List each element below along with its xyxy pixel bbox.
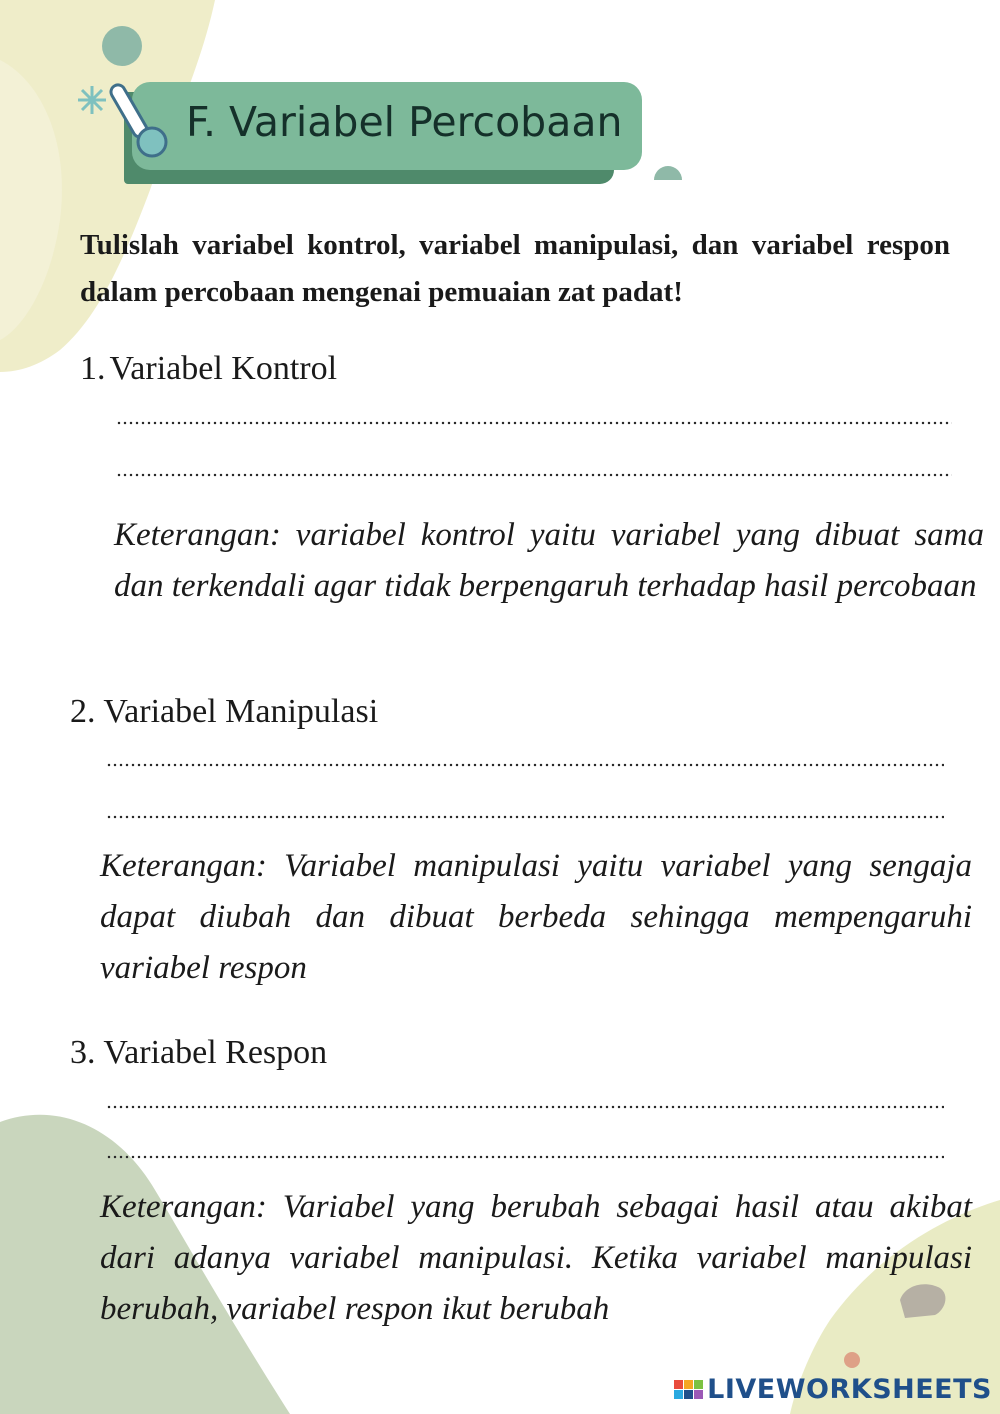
- item-3-heading: [70, 1034, 327, 1072]
- answer-line-1b[interactable]: [116, 472, 952, 484]
- answer-line-2b[interactable]: [106, 814, 944, 826]
- item-1-note: Keterangan: variabel kontrol yaitu variabel yang dibuat sama dan terkendali agar tidak berpengaruh terhadap hasil percobaan: [114, 517, 984, 604]
- answer-line-1a[interactable]: [116, 420, 952, 432]
- item-2-heading: [70, 693, 378, 731]
- item-3-label: Variabel Respon: [103, 1034, 328, 1071]
- item-2-note: Keterangan: Variabel manipulasi yaitu variabel yang sengaja dapat diubah dan dibuat berbeda sehingga mempengaruhi variabel respon: [100, 848, 972, 986]
- teal-dot-top: [102, 26, 142, 66]
- answer-line-2a[interactable]: [106, 762, 944, 774]
- page-title: F. Variabel Percobaan: [186, 98, 623, 146]
- brand-name: LIVEWORKSHEETS: [707, 1374, 992, 1405]
- item-2-label: Variabel Manipulasi: [103, 693, 379, 730]
- item-2-number: 2.: [70, 693, 96, 730]
- item-1-label: Variabel Kontrol: [109, 350, 338, 387]
- item-3-number: 3.: [70, 1034, 96, 1071]
- item-1-number: 1.: [80, 350, 106, 387]
- snowflake-icon: [78, 86, 106, 114]
- item-1-heading: [80, 350, 337, 388]
- instruction-text: Tulislah variabel kontrol, variabel manipulasi, dan variabel respon dalam percobaan mengenai pemuaian zat padat!: [80, 229, 950, 308]
- red-dot: [844, 1352, 860, 1368]
- liveworksheets-logo[interactable]: [674, 1374, 992, 1405]
- liveworksheets-logo-icon: [674, 1380, 703, 1399]
- answer-line-3b[interactable]: [106, 1154, 944, 1166]
- item-3-note: Keterangan: Variabel yang berubah sebagai hasil atau akibat dari adanya variabel manipulasi. Ketika variabel manipulasi berubah, variabel respon ikut berubah: [100, 1189, 972, 1327]
- answer-line-3a[interactable]: [106, 1104, 944, 1116]
- thermometer-icon: [108, 76, 178, 166]
